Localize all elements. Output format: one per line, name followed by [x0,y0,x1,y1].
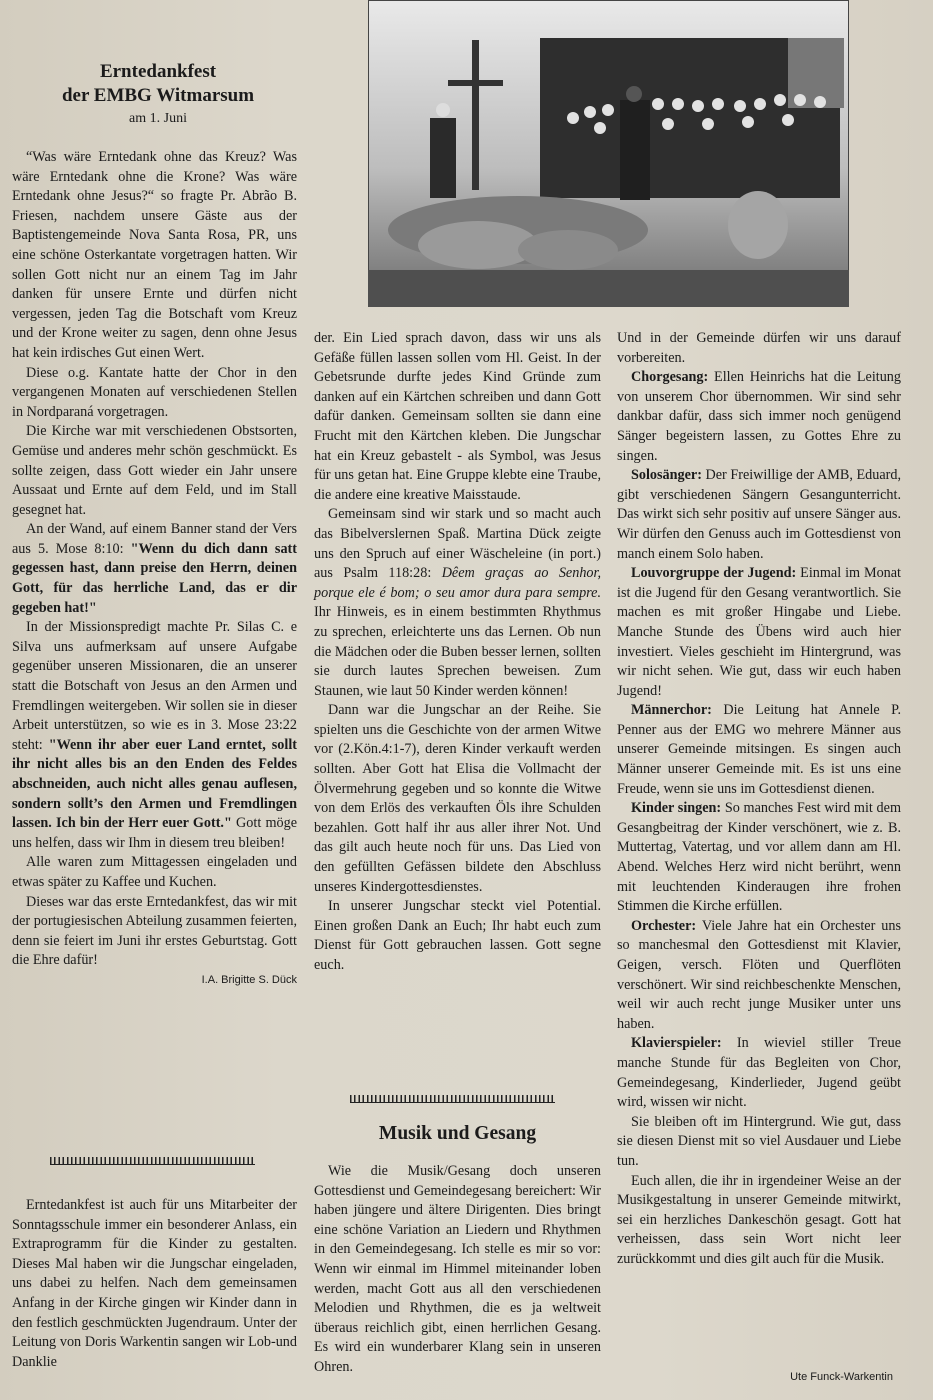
paragraph: Diese o.g. Kantate hatte der Chor in den vergangenen Monaten auf verschiedenen Stellen in Nordparaná vorgetragen. [12,364,297,420]
section-divider [350,1095,555,1103]
paragraph-text: Viele Jahre hat ein Orchester uns so manchesmal den Gottesdienst mit Klavier, Geigen, versch. Flöten und Querflöten verschönert. Wir sind reichbeschenkte Menschen, weil wir auch recht junge Musiker unter uns haben. [617,917,901,1032]
paragraph: Dieses war das erste Erntedankfest, das wir mit der portugiesischen Abteilung zusammen feierten, denn sie feiert im Juni ihr erstes Geburtstag. Gott die Ehre dafür! [12,893,297,969]
subsection-heading: Louvorgruppe der Jugend: [631,565,797,582]
paragraph-text: In der Missionspredigt machte Pr. Silas C. e Silva uns aufmerksam auf unsere Aufgabe gegenüber unseren Missionaren, die an unserer statt die Botschaft von Jesus an den Armen und Fremdlingen weitergeben. Wir sollen sie in dieser Arbeit unterstützen, so wie es in 3. Mose 23:22 steht: [12,619,297,753]
paragraph: Wie die Musik/Gesang doch unseren Gottesdienst und Gemeindegesang bereichert: Wir haben jüngere und ältere Dirigenten. Dies bringt eine schöne Variation an Liedern und Rhythmen in den Gemeindegesang. Ich stelle es mir so vor: Wenn wir einmal im Himmel miteinander loben werden, macht Gott aus all den verschiedenen Melodien und Rhythmen, die es ja weltweit überaus reichlich gibt, einen herrlichen Gesang. Es wird ein wunderbarer Klang sein in unseren Ohren. [314,1163,601,1375]
author-signature: Ute Funck-Warkentin [790,1371,893,1383]
paragraph [617,329,901,368]
paragraph [314,505,601,701]
paragraph [617,368,901,466]
paragraph [617,701,901,799]
psalm-quote-italic: Dêem graças ao Senhor, porque ele é bom; o seu amor dura para sempre. [314,565,601,601]
subsection-heading: Klavierspieler: [631,1035,722,1052]
paragraph [617,917,901,1035]
subsection-heading: Kinder singen: [631,800,722,817]
paragraph: Alle waren zum Mittagessen eingeladen und etwas später zu Kaffee und Kuchen. [12,854,297,890]
bible-verse-bold: "Wenn du dich dann satt gegessen hast, dann preise den Herrn, deinen Gott, für das herrliche Land, das er dir gegeben hat!" [12,540,297,616]
article-subtitle: am 1. Juni [129,111,187,126]
paragraph: Erntedankfest ist auch für uns Mitarbeiter der Sonntagsschule immer ein besonderer Anlass, ein Extraprogramm für die Kinder zu gestalten. Dieses Mal haben wir die Jungschar eingeladen, uns dabei zu helfen. Nach dem gemeinsamen Anfang in der Kirche gingen wir Kinder dann in den festlich geschmückten Jugendraum. Unter der Leitung von Doris Warkentin sangen wir Lob-und Danklie [12,1197,297,1370]
subsection-heading: Orchester: [631,917,697,934]
paragraph: Sie bleiben oft im Hintergrund. Wie gut, dass sie diesen Dienst mit so viel Ausdauer und Liebe tun. [617,1113,901,1169]
paragraph [12,520,297,618]
column-2 [314,329,601,976]
paragraph: Dann war die Jungschar an der Reihe. Sie spielten uns die Geschichte von der armen Witwe vor (2.Kön.4:1-7), deren Kinder verkauft werden sollten. Aber Gott hat Elisa die Vollmacht der Ölvermehrung gegeben und so konnte die Witwe von dem Erlös des verkauften Öls ihre Schulden bezahlen. Gott half ihr aus aller ihrer Not. Und das gilt auch heute noch für uns. Das Lied von den gefüllten Gefässen bildete den Abschluss unseres Kindergottesdienstes. [314,702,601,895]
paragraph: “Was wäre Erntedank ohne das Kreuz? Was wäre Erntedank ohne die Krone? Was wäre Erntedank ohne Jesus?“ so fragte Pr. Abrão B. Friesen, nachdem unsere Gäste aus der Baptistengemeinde Nova Santa Rosa, PR, uns eine schöne Osterkantate vorgetragen hatten. Wir sollen Gott nicht nur an einem Tag im Jahr danken für unsere Ernte und dürfen nicht vergessen, jeden Tag die Botschaft vom Kreuz und der Krone weiter zu sagen, denn ohne Jesus hat kein irdisches Gut einen Wert. [12,149,297,361]
paragraph-text: Die Leitung hat Annele P. Penner aus der EMG wo mehrere Männer aus unserer Gemeinde mitsingen. Es singen auch Männer unserer Gemeinde mit. Es ist uns eine Freude, wenn sie uns im Gottesdienst dienen. [617,702,901,797]
paragraph: Euch allen, die ihr in irgendeiner Weise an der Musikgestaltung in unserer Gemeinde mitwirkt, sei ein herzliches Dankeschön gesagt. Gott hat verheissen, dass sein Wort nicht leer zurückkommt und dies gilt auch für die Musik. [617,1172,901,1267]
paragraph [617,1034,901,1112]
subsection-heading: Solosänger: [631,467,702,484]
paragraph-text: An der Wand, auf einem Banner stand der Vers aus 5. Mose 8:10: [12,521,297,557]
paragraph: In unserer Jungschar steckt viel Potential. Einen großen Dank an Euch; Ihr habt euch zum Dienst für Gott gebrauchen lassen. Gott segne euch. [314,898,601,973]
paragraph-text: Einmal im Monat ist die Jugend für den Gesang verantwortlich. Sie machen es mit großer Hingabe und Liebe. Manche Stunde des Übens wird auch hier investiert. Vieles geschieht im Hintergrund, was wir nicht sehen. Wie gut, dass wir euch haben Jugend! [617,565,902,699]
author-signature: I.A. Brigitte S. Dück [201,973,297,986]
paragraph-text: In wieviel stiller Treue manche Stunde für das Begleiten von Chor, Gemeindegesang, Kinderlieder, Jugend geübt wird, wissen wir nicht. [617,1035,901,1111]
subsection-heading: Männerchor: [631,702,712,719]
paragraph [12,618,297,853]
paragraph: Die Kirche war mit verschiedenen Obstsorten, Gemüse und anderes mehr schön geschmückt. Es sollte zeigen, dass Gott wieder ein Jahr unsere Aussaat und Ernte auf dem Feld, und im Stall gesegnet hat. [12,423,297,518]
paragraph-text: Ihr Hinweis, es in einem bestimmten Rhythmus zu sprechen, erleichterte uns das Lernen. Ob nun die Mädchen oder die Buben besser lernen, sollten sie durch lautes Sprechen beweisen. Zum Staunen, wie laut 50 Kinder werden können! [314,604,601,699]
article-title [12,60,304,108]
paragraph [617,466,901,564]
paragraph-text: der. Ein Lied sprach davon, dass wir uns als Gefäße füllen lassen sollen vom Hl. Geist. In der Gebetsrunde durfte jedes Kind Gründe zum danken auf ein Kärtchen schreiben und dann Gott dafür danken. Gemeinsam sollten sie dann eine Frucht mit den Kärtchen kleben. Die Jungschar hat ein Kreuz gebastelt - als Symbol, was Jesus für uns getan hat. Eine Gruppe klebte eine Traube, die andere eine kreative Maisstaude. [314,330,601,503]
column-1 [12,148,297,988]
column-1-bottom [12,1196,297,1396]
paragraph-text: Der Freiwillige der AMB, Eduard, gibt verschiedenen Sängern Gesangunterricht. Das wirkt sich sehr positiv auf unsere Sänger aus. Wir dürfen den Genuss auch im Gottesdienst von manch einem Solo haben. [617,467,901,562]
bible-verse-bold: "Wenn ihr aber euer Land erntet, sollt ihr nicht alles bis an den Enden des Feldes abschneiden, auch nicht alles genau auflesen, sondern sollt’s den Armen und Fremdlingen lassen. Ich bin der Herr euer Gott." [12,736,297,832]
paragraph-text: Gott möge uns helfen, dass wir Ihm in diesem treu bleiben! [12,815,297,851]
column-2-bottom [314,1162,601,1387]
section-divider [50,1157,255,1165]
paragraph [314,329,601,505]
section-title: Musik und Gesang [378,1123,537,1144]
article-title-line-2: der EMBG Witmarsum [61,85,255,106]
paragraph-text: So manches Fest wird mit dem Gesangbeitrag der Kinder verschönert, wie z. B. Muttertag, Vatertag, und vor allem dann am Hl. Abend. Welches Herz wird nicht berührt, wenn mit leuchtenden Kinderaugen ihre frohen Stimmen die Kirche erfüllen. [617,800,901,915]
paragraph-text: Gemeinsam sind wir stark und so macht auch das Bibelverslernen Spaß. Martina Dück zeigte uns den Spruch auf einer Wäscheleine (in port.) aus Psalm 118:28: [314,506,601,582]
column-3 [617,329,901,1270]
paragraph [617,564,901,701]
paragraph [617,799,901,917]
article-title-line-1: Erntedankfest [99,61,217,82]
choir-photo [368,0,849,307]
subsection-heading: Chorgesang: [631,369,709,386]
paragraph-text: Und in der Gemeinde dürfen wir uns darauf vorbereiten. [617,330,901,366]
paragraph-text: Ellen Heinrichs hat die Leitung von unserem Chor übernommen. Wir sind sehr dankbar dafür, dass sich immer noch genügend Sänger begeistern lassen, zu Gottes Ehre zu singen. [617,369,901,464]
